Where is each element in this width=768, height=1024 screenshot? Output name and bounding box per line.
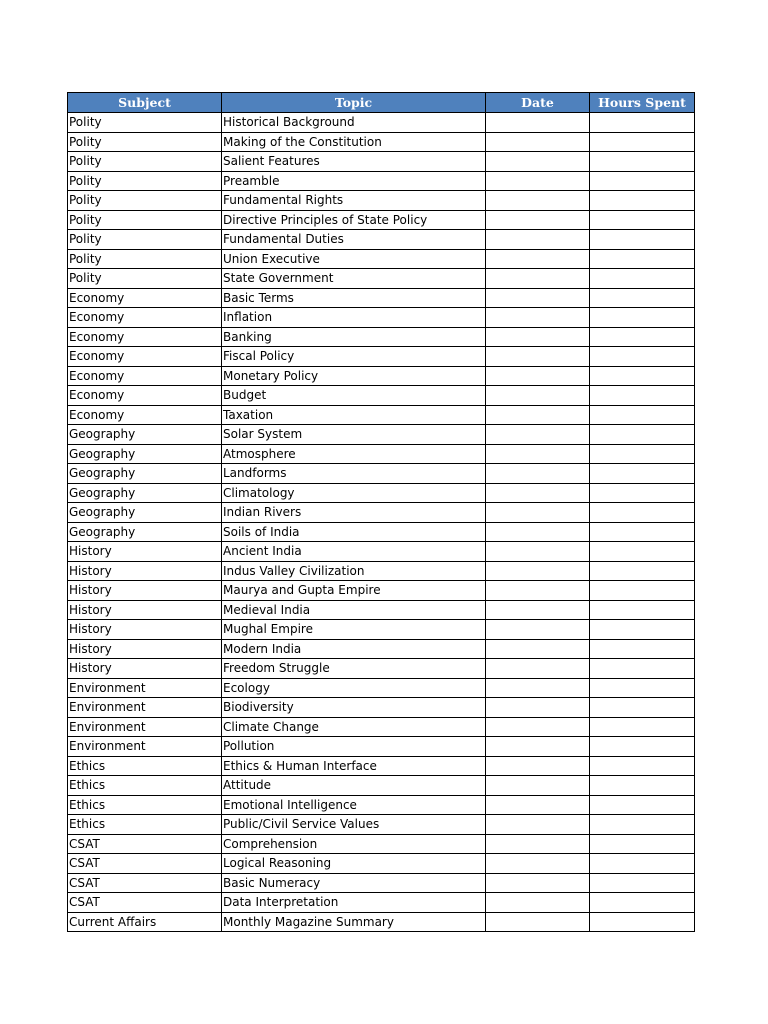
- date-cell[interactable]: [486, 678, 590, 698]
- topic-cell[interactable]: Preamble: [222, 171, 486, 191]
- hours-spent-cell[interactable]: [590, 444, 695, 464]
- date-cell[interactable]: [486, 873, 590, 893]
- topic-cell[interactable]: Making of the Constitution: [222, 132, 486, 152]
- subject-cell[interactable]: Environment: [68, 737, 222, 757]
- subject-cell[interactable]: Ethics: [68, 815, 222, 835]
- column-header-subject: Subject: [68, 93, 222, 113]
- date-cell[interactable]: [486, 327, 590, 347]
- topic-cell[interactable]: Public/Civil Service Values: [222, 815, 486, 835]
- date-cell[interactable]: [486, 269, 590, 289]
- topic-cell[interactable]: Directive Principles of State Policy: [222, 210, 486, 230]
- subject-cell[interactable]: History: [68, 561, 222, 581]
- topic-cell[interactable]: Taxation: [222, 405, 486, 425]
- topic-cell[interactable]: Ancient India: [222, 542, 486, 562]
- hours-spent-cell[interactable]: [590, 191, 695, 211]
- date-cell[interactable]: [486, 659, 590, 679]
- subject-cell[interactable]: Geography: [68, 522, 222, 542]
- topic-cell[interactable]: Fiscal Policy: [222, 347, 486, 367]
- subject-cell[interactable]: Polity: [68, 113, 222, 133]
- hours-spent-cell[interactable]: [590, 717, 695, 737]
- date-cell[interactable]: [486, 698, 590, 718]
- hours-spent-cell[interactable]: [590, 269, 695, 289]
- subject-cell[interactable]: Polity: [68, 171, 222, 191]
- topic-cell[interactable]: Medieval India: [222, 600, 486, 620]
- hours-spent-cell[interactable]: [590, 503, 695, 523]
- date-cell[interactable]: [486, 756, 590, 776]
- hours-spent-cell[interactable]: [590, 152, 695, 172]
- subject-cell[interactable]: Geography: [68, 464, 222, 484]
- subject-cell[interactable]: Geography: [68, 503, 222, 523]
- table-row: [68, 854, 695, 874]
- hours-spent-cell[interactable]: [590, 600, 695, 620]
- subject-cell[interactable]: History: [68, 620, 222, 640]
- table-row: [68, 717, 695, 737]
- hours-spent-cell[interactable]: [590, 561, 695, 581]
- subject-cell[interactable]: CSAT: [68, 854, 222, 874]
- table-row: [68, 132, 695, 152]
- date-cell[interactable]: [486, 581, 590, 601]
- topic-cell[interactable]: Inflation: [222, 308, 486, 328]
- topic-cell[interactable]: Mughal Empire: [222, 620, 486, 640]
- hours-spent-cell[interactable]: [590, 386, 695, 406]
- topic-cell[interactable]: Basic Numeracy: [222, 873, 486, 893]
- table-row: [68, 386, 695, 406]
- topic-cell[interactable]: Ecology: [222, 678, 486, 698]
- date-cell[interactable]: [486, 191, 590, 211]
- hours-spent-cell[interactable]: [590, 464, 695, 484]
- subject-cell[interactable]: Environment: [68, 717, 222, 737]
- topic-cell[interactable]: Banking: [222, 327, 486, 347]
- table-row: [68, 815, 695, 835]
- hours-spent-cell[interactable]: [590, 834, 695, 854]
- subject-cell[interactable]: Environment: [68, 698, 222, 718]
- date-cell[interactable]: [486, 113, 590, 133]
- subject-cell[interactable]: Polity: [68, 249, 222, 269]
- subject-cell[interactable]: Polity: [68, 132, 222, 152]
- date-cell[interactable]: [486, 249, 590, 269]
- hours-spent-cell[interactable]: [590, 581, 695, 601]
- hours-spent-cell[interactable]: [590, 425, 695, 445]
- date-cell[interactable]: [486, 542, 590, 562]
- topic-cell[interactable]: Atmosphere: [222, 444, 486, 464]
- hours-spent-cell[interactable]: [590, 230, 695, 250]
- hours-spent-cell[interactable]: [590, 912, 695, 932]
- topic-cell[interactable]: Indus Valley Civilization: [222, 561, 486, 581]
- subject-cell[interactable]: Current Affairs: [68, 912, 222, 932]
- subject-cell[interactable]: Polity: [68, 230, 222, 250]
- date-cell[interactable]: [486, 776, 590, 796]
- table-row: [68, 464, 695, 484]
- table-row: [68, 269, 695, 289]
- subject-cell[interactable]: History: [68, 581, 222, 601]
- date-cell[interactable]: [486, 600, 590, 620]
- hours-spent-cell[interactable]: [590, 327, 695, 347]
- table-row: [68, 600, 695, 620]
- subject-cell[interactable]: CSAT: [68, 873, 222, 893]
- date-cell[interactable]: [486, 405, 590, 425]
- date-cell[interactable]: [486, 210, 590, 230]
- subject-cell[interactable]: Economy: [68, 288, 222, 308]
- topic-cell[interactable]: Solar System: [222, 425, 486, 445]
- column-header-date: Date: [486, 93, 590, 113]
- table-row: [68, 737, 695, 757]
- date-cell[interactable]: [486, 815, 590, 835]
- date-cell[interactable]: [486, 308, 590, 328]
- topic-cell[interactable]: Climatology: [222, 483, 486, 503]
- subject-cell[interactable]: Polity: [68, 210, 222, 230]
- subject-cell[interactable]: Economy: [68, 308, 222, 328]
- subject-cell[interactable]: Geography: [68, 483, 222, 503]
- topic-cell[interactable]: Ethics & Human Interface: [222, 756, 486, 776]
- hours-spent-cell[interactable]: [590, 678, 695, 698]
- table-row: [68, 327, 695, 347]
- subject-cell[interactable]: History: [68, 659, 222, 679]
- date-cell[interactable]: [486, 620, 590, 640]
- table-row: [68, 795, 695, 815]
- topic-cell[interactable]: Data Interpretation: [222, 893, 486, 913]
- date-cell[interactable]: [486, 854, 590, 874]
- subject-cell[interactable]: Geography: [68, 444, 222, 464]
- date-cell[interactable]: [486, 288, 590, 308]
- hours-spent-cell[interactable]: [590, 756, 695, 776]
- date-cell[interactable]: [486, 834, 590, 854]
- subject-cell[interactable]: Economy: [68, 405, 222, 425]
- table-row: [68, 249, 695, 269]
- hours-spent-cell[interactable]: [590, 483, 695, 503]
- topic-cell[interactable]: Historical Background: [222, 113, 486, 133]
- table-row: [68, 171, 695, 191]
- hours-spent-cell[interactable]: [590, 854, 695, 874]
- table-row: [68, 308, 695, 328]
- subject-cell[interactable]: CSAT: [68, 893, 222, 913]
- date-cell[interactable]: [486, 795, 590, 815]
- table-row: [68, 620, 695, 640]
- topic-cell[interactable]: Maurya and Gupta Empire: [222, 581, 486, 601]
- date-cell[interactable]: [486, 132, 590, 152]
- date-cell[interactable]: [486, 561, 590, 581]
- topic-cell[interactable]: Comprehension: [222, 834, 486, 854]
- hours-spent-cell[interactable]: [590, 132, 695, 152]
- subject-cell[interactable]: CSAT: [68, 834, 222, 854]
- date-cell[interactable]: [486, 717, 590, 737]
- hours-spent-cell[interactable]: [590, 893, 695, 913]
- table-row: [68, 444, 695, 464]
- hours-spent-cell[interactable]: [590, 249, 695, 269]
- topic-cell[interactable]: Landforms: [222, 464, 486, 484]
- hours-spent-cell[interactable]: [590, 171, 695, 191]
- table-row: [68, 347, 695, 367]
- table-row: [68, 405, 695, 425]
- table-body: [68, 113, 695, 932]
- subject-cell[interactable]: Economy: [68, 366, 222, 386]
- subject-cell[interactable]: Geography: [68, 425, 222, 445]
- hours-spent-cell[interactable]: [590, 815, 695, 835]
- topic-cell[interactable]: Monthly Magazine Summary: [222, 912, 486, 932]
- date-cell[interactable]: [486, 230, 590, 250]
- hours-spent-cell[interactable]: [590, 522, 695, 542]
- date-cell[interactable]: [486, 152, 590, 172]
- hours-spent-cell[interactable]: [590, 542, 695, 562]
- date-cell[interactable]: [486, 639, 590, 659]
- table-row: [68, 912, 695, 932]
- topic-cell[interactable]: Pollution: [222, 737, 486, 757]
- table-row: [68, 152, 695, 172]
- date-cell[interactable]: [486, 425, 590, 445]
- subject-cell[interactable]: Ethics: [68, 756, 222, 776]
- table-row: [68, 288, 695, 308]
- table-row: [68, 776, 695, 796]
- hours-spent-cell[interactable]: [590, 795, 695, 815]
- date-cell[interactable]: [486, 483, 590, 503]
- topic-cell[interactable]: Freedom Struggle: [222, 659, 486, 679]
- table-row: [68, 483, 695, 503]
- date-cell[interactable]: [486, 893, 590, 913]
- subject-cell[interactable]: History: [68, 639, 222, 659]
- topic-cell[interactable]: Union Executive: [222, 249, 486, 269]
- topic-cell[interactable]: Logical Reasoning: [222, 854, 486, 874]
- date-cell[interactable]: [486, 464, 590, 484]
- date-cell[interactable]: [486, 503, 590, 523]
- table-row: [68, 561, 695, 581]
- subject-cell[interactable]: Environment: [68, 678, 222, 698]
- study-tracker-table: [67, 92, 695, 932]
- subject-cell[interactable]: Polity: [68, 191, 222, 211]
- hours-spent-cell[interactable]: [590, 113, 695, 133]
- header-row: [68, 93, 695, 113]
- topic-cell[interactable]: Climate Change: [222, 717, 486, 737]
- table-row: [68, 230, 695, 250]
- table-row: [68, 522, 695, 542]
- date-cell[interactable]: [486, 347, 590, 367]
- table-row: [68, 503, 695, 523]
- topic-cell[interactable]: State Government: [222, 269, 486, 289]
- table-header: [68, 93, 695, 113]
- hours-spent-cell[interactable]: [590, 620, 695, 640]
- table-row: [68, 834, 695, 854]
- table-row: [68, 210, 695, 230]
- hours-spent-cell[interactable]: [590, 366, 695, 386]
- table-row: [68, 698, 695, 718]
- table-row: [68, 893, 695, 913]
- hours-spent-cell[interactable]: [590, 308, 695, 328]
- date-cell[interactable]: [486, 444, 590, 464]
- date-cell[interactable]: [486, 737, 590, 757]
- date-cell[interactable]: [486, 386, 590, 406]
- topic-cell[interactable]: Attitude: [222, 776, 486, 796]
- table-row: [68, 659, 695, 679]
- subject-cell[interactable]: Economy: [68, 347, 222, 367]
- topic-cell[interactable]: Basic Terms: [222, 288, 486, 308]
- subject-cell[interactable]: Polity: [68, 269, 222, 289]
- topic-cell[interactable]: Emotional Intelligence: [222, 795, 486, 815]
- date-cell[interactable]: [486, 522, 590, 542]
- table-row: [68, 678, 695, 698]
- hours-spent-cell[interactable]: [590, 659, 695, 679]
- topic-cell[interactable]: Salient Features: [222, 152, 486, 172]
- table-row: [68, 581, 695, 601]
- hours-spent-cell[interactable]: [590, 776, 695, 796]
- topic-cell[interactable]: Monetary Policy: [222, 366, 486, 386]
- topic-cell[interactable]: Biodiversity: [222, 698, 486, 718]
- table-row: [68, 542, 695, 562]
- subject-cell[interactable]: History: [68, 542, 222, 562]
- column-header-hours-spent: Hours Spent: [590, 93, 695, 113]
- topic-cell[interactable]: Soils of India: [222, 522, 486, 542]
- subject-cell[interactable]: Polity: [68, 152, 222, 172]
- hours-spent-cell[interactable]: [590, 405, 695, 425]
- table-row: [68, 873, 695, 893]
- hours-spent-cell[interactable]: [590, 639, 695, 659]
- subject-cell[interactable]: Economy: [68, 386, 222, 406]
- hours-spent-cell[interactable]: [590, 873, 695, 893]
- table-row: [68, 639, 695, 659]
- hours-spent-cell[interactable]: [590, 698, 695, 718]
- date-cell[interactable]: [486, 171, 590, 191]
- date-cell[interactable]: [486, 912, 590, 932]
- subject-cell[interactable]: Ethics: [68, 776, 222, 796]
- table-row: [68, 756, 695, 776]
- table-row: [68, 191, 695, 211]
- date-cell[interactable]: [486, 366, 590, 386]
- subject-cell[interactable]: Economy: [68, 327, 222, 347]
- topic-cell[interactable]: Fundamental Duties: [222, 230, 486, 250]
- hours-spent-cell[interactable]: [590, 210, 695, 230]
- table-row: [68, 113, 695, 133]
- topic-cell[interactable]: Indian Rivers: [222, 503, 486, 523]
- topic-cell[interactable]: Budget: [222, 386, 486, 406]
- topic-cell[interactable]: Modern India: [222, 639, 486, 659]
- table-row: [68, 425, 695, 445]
- column-header-topic: Topic: [222, 93, 486, 113]
- subject-cell[interactable]: History: [68, 600, 222, 620]
- topic-cell[interactable]: Fundamental Rights: [222, 191, 486, 211]
- hours-spent-cell[interactable]: [590, 288, 695, 308]
- subject-cell[interactable]: Ethics: [68, 795, 222, 815]
- hours-spent-cell[interactable]: [590, 347, 695, 367]
- hours-spent-cell[interactable]: [590, 737, 695, 757]
- table-row: [68, 366, 695, 386]
